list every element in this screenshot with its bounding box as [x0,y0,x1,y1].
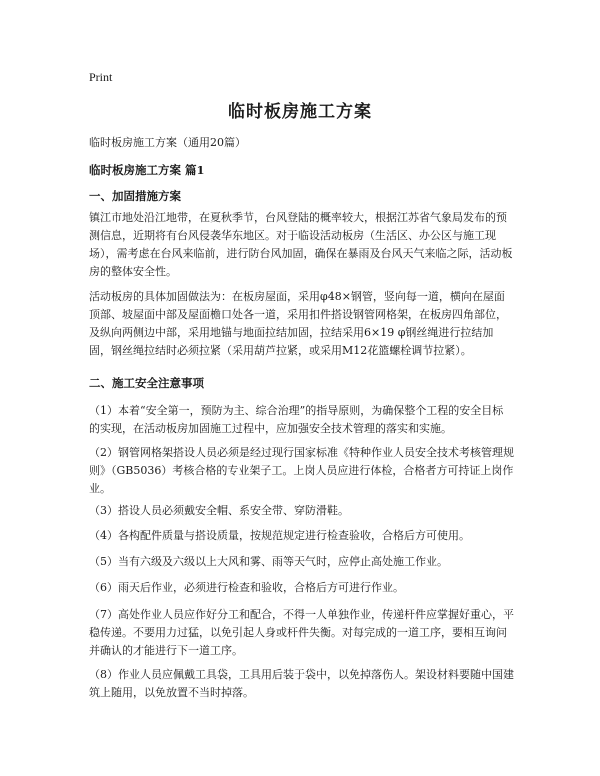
paragraph: 活动板房的具体加固做法为：在板房屋面，采用φ48×钢管，竖向每一道，横向在屋面顶部、坡屋面中部及屋面檐口处各一道，采用扣件搭设钢管网格架，在板房四角部位，及纵向两侧边中部，采用地锚与地面拉结加固，拉结采用6×19 φ钢丝绳进行拉结加固，钢丝绳拉结时必须拉紧（采用葫芦拉紧，或采用M12花篮螺栓调节拉紧）。 [89,290,507,357]
page-title: 临时板房施工方案 [228,102,372,122]
paragraph: （1）本着“安全第一，预防为主、综合治理”的指导原则，为确保整个工程的安全目标的实现，在活动板房加固施工过程中，应加强安全技术管理的落实和实施。 [89,404,504,435]
print-link[interactable]: Print [89,70,113,84]
paragraph: （8）作业人员应佩戴工具袋，工具用后装于袋中，以免掉落伤人。架设材料要随中国建筑上随用，以免放置不当时掉落。 [89,668,514,699]
article-heading: 临时板房施工方案 篇1 [89,163,205,177]
paragraph: （2）钢管网格架搭设人员必须是经过现行国家标准《特种作业人员安全技术考核管理规则》（GB5036）考核合格的专业架子工。上岗人员应进行体检，合格者方可持证上岗作业。 [89,446,514,495]
paragraph: （7）高处作业人员应作好分工和配合，不得一人单独作业，传递杆件应掌握好重心，平稳传递。不要用力过猛，以免引起人身或杆件失衡。对每完成的一道工序，要相互询问并确认的才能进行下一道工序。 [89,608,514,657]
paragraph: （4）各构配件质量与搭设质量，按规范规定进行检查验收，合格后方可使用。 [89,529,470,542]
paragraph: （6）雨天后作业，必须进行检查和验收，合格后方可进行作业。 [89,581,404,594]
paragraph: 镇江市地处沿江地带，在夏秋季节，台风登陆的概率较大，根据江苏省气象局发布的预测信息，近期将有台风侵袭华东地区。对于临设活动板房（生活区、办公区与施工现场），需考虑在台风来临前，进行防台风加固，确保在暴雨及台风天气来临之际，活动板房的整体安全性。 [89,211,513,278]
paragraph: （3）搭设人员必须戴安全帽、系安全带、穿防滑鞋。 [89,504,349,517]
section-heading: 二、施工安全注意事项 [89,376,204,390]
document-subtitle: 临时板房施工方案（通用20篇） [89,136,246,149]
section-heading: 一、加固措施方案 [89,189,181,203]
paragraph: （5）当有六级及六级以上大风和雾、雨等天气时，应停止高处施工作业。 [89,555,448,568]
